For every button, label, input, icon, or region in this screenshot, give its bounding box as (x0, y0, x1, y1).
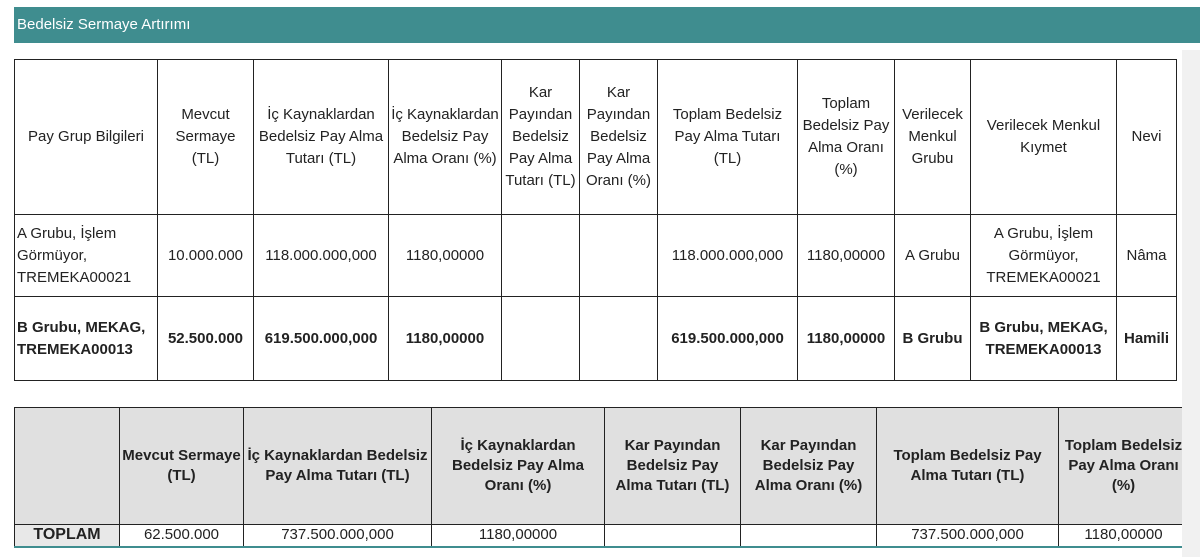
capital-increase-summary-table (14, 407, 1189, 548)
col-mevcut-sermaye: Mevcut Sermaye (TL) (158, 60, 254, 215)
detail-header-row (15, 60, 1177, 215)
cell-kar-payi-oran (580, 297, 658, 381)
col-kar-payi-oran: Kar Payından Bedelsiz Pay Alma Oranı (%) (580, 60, 658, 215)
summary-col-toplam-tutar: Toplam Bedelsiz Pay Alma Tutarı (TL) (877, 408, 1059, 525)
cell-menkul-grubu: B Grubu (895, 297, 971, 381)
capital-increase-detail-table (14, 59, 1177, 381)
cell-ic-kaynak-oran: 1180,00000 (389, 297, 502, 381)
table-row (15, 215, 1177, 297)
col-nevi: Nevi (1117, 60, 1177, 215)
summary-col-kar-payi-oran: Kar Payından Bedelsiz Pay Alma Oranı (%) (741, 408, 877, 525)
section-title: Bedelsiz Sermaye Artırımı (14, 7, 1200, 43)
total-label: TOPLAM (15, 525, 120, 547)
summary-total-row (15, 525, 1189, 547)
cell-kar-payi-tutar (502, 297, 580, 381)
summary-header-row (15, 408, 1189, 525)
cell-ic-kaynak-tutar: 619.500.000,000 (254, 297, 389, 381)
summary-col-ic-kaynak-oran: İç Kaynaklardan Bedelsiz Pay Alma Oranı (%) (432, 408, 605, 525)
col-toplam-oran: Toplam Bedelsiz Pay Alma Oranı (%) (798, 60, 895, 215)
col-kar-payi-tutar: Kar Payından Bedelsiz Pay Alma Tutarı (TL) (502, 60, 580, 215)
table-row (15, 297, 1177, 381)
cell-toplam-oran: 1180,00000 (798, 297, 895, 381)
cell-ic-kaynak-tutar: 118.000.000,000 (254, 215, 389, 297)
cell-menkul-kiymet: B Grubu, MEKAG, TREMEKA00013 (971, 297, 1117, 381)
vertical-scrollbar[interactable] (1182, 50, 1200, 557)
cell-toplam-oran: 1180,00000 (798, 215, 895, 297)
col-menkul-kiymet: Verilecek Menkul Kıymet (971, 60, 1117, 215)
cell-kar-payi-tutar (502, 215, 580, 297)
total-kar-payi-oran (741, 525, 877, 547)
total-ic-kaynak-oran: 1180,00000 (432, 525, 605, 547)
cell-nevi: Nâma (1117, 215, 1177, 297)
cell-nevi: Hamili (1117, 297, 1177, 381)
col-toplam-tutar: Toplam Bedelsiz Pay Alma Tutarı (TL) (658, 60, 798, 215)
cell-toplam-tutar: 619.500.000,000 (658, 297, 798, 381)
cell-kar-payi-oran (580, 215, 658, 297)
cell-mevcut-sermaye: 52.500.000 (158, 297, 254, 381)
total-ic-kaynak-tutar: 737.500.000,000 (244, 525, 432, 547)
col-pay-grup-bilgileri: Pay Grup Bilgileri (15, 60, 158, 215)
col-menkul-grubu: Verilecek Menkul Grubu (895, 60, 971, 215)
summary-col-kar-payi-tutar: Kar Payından Bedelsiz Pay Alma Tutarı (TL) (605, 408, 741, 525)
cell-ic-kaynak-oran: 1180,00000 (389, 215, 502, 297)
summary-col-toplam-oran: Toplam Bedelsiz Pay Alma Oranı (%) (1059, 408, 1189, 525)
total-toplam-oran: 1180,00000 (1059, 525, 1189, 547)
cell-pay-grup: B Grubu, MEKAG, TREMEKA00013 (15, 297, 158, 381)
cell-menkul-kiymet: A Grubu, İşlem Görmüyor, TREMEKA00021 (971, 215, 1117, 297)
col-ic-kaynak-tutar: İç Kaynaklardan Bedelsiz Pay Alma Tutarı (TL) (254, 60, 389, 215)
cell-menkul-grubu: A Grubu (895, 215, 971, 297)
cell-mevcut-sermaye: 10.000.000 (158, 215, 254, 297)
summary-col-label (15, 408, 120, 525)
cell-pay-grup: A Grubu, İşlem Görmüyor, TREMEKA00021 (15, 215, 158, 297)
summary-col-mevcut-sermaye: Mevcut Sermaye (TL) (120, 408, 244, 525)
total-mevcut-sermaye: 62.500.000 (120, 525, 244, 547)
total-toplam-tutar: 737.500.000,000 (877, 525, 1059, 547)
col-ic-kaynak-oran: İç Kaynaklardan Bedelsiz Pay Alma Oranı (%) (389, 60, 502, 215)
total-kar-payi-tutar (605, 525, 741, 547)
summary-col-ic-kaynak-tutar: İç Kaynaklardan Bedelsiz Pay Alma Tutarı (TL) (244, 408, 432, 525)
cell-toplam-tutar: 118.000.000,000 (658, 215, 798, 297)
